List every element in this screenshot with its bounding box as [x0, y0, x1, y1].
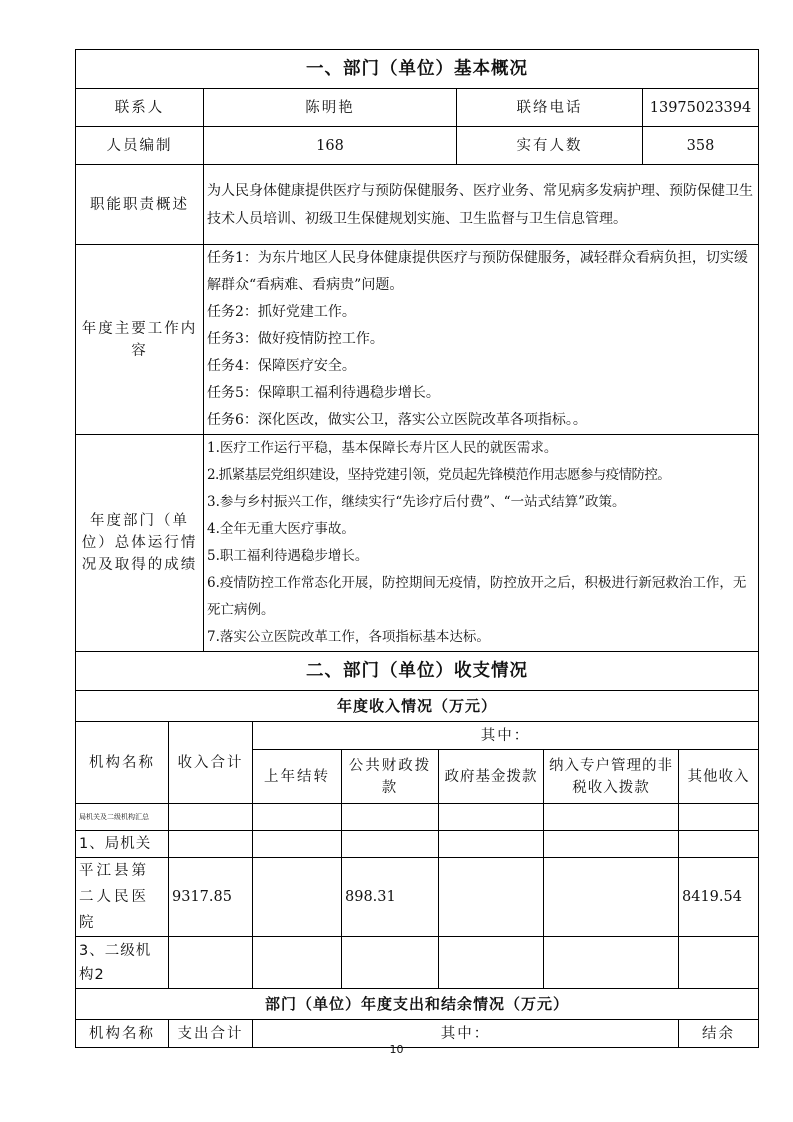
row-summary-total: [169, 804, 253, 831]
col-org-header: 机构名称: [76, 722, 169, 804]
duty-text: 为人民身体健康提供医疗与预防保健服务、医疗业务、常见病多发病护理、预防保健卫生技术人员培训、初级卫生保健规划实施、卫生监督与卫生信息管理。: [204, 165, 759, 245]
row-bureau-name: 1、局机关: [76, 831, 169, 858]
phone-label: 联络电话: [457, 89, 643, 127]
row-bureau-total: [169, 831, 253, 858]
exp-col-among-header: 其中：: [253, 1020, 679, 1048]
row-summary-nontax: [544, 804, 679, 831]
row-org2-carryover: [253, 937, 342, 989]
row-org2-name: 3、二级机构2: [76, 937, 169, 989]
work-item: 任务6：深化医改，做实公卫，落实公立医院改革各项指标。。: [207, 412, 587, 428]
staff-value: 168: [204, 127, 457, 165]
result-label: 年度部门（单位）总体运行情况及取得的成绩: [76, 435, 204, 652]
row-org2-fiscal: [342, 937, 439, 989]
exp-col-balance-header: 结余: [679, 1020, 759, 1048]
row-summary-carryover: [253, 804, 342, 831]
row-bureau-fiscal: [342, 831, 439, 858]
contact-value: 陈明艳: [204, 89, 457, 127]
work-list: [204, 245, 759, 435]
section1-title: 一、部门（单位）基本概况: [76, 50, 759, 89]
work-item: 任务2：抓好党建工作。: [207, 304, 356, 320]
col-carryover-header: 上年结转: [253, 750, 342, 804]
col-fund-header: 政府基金拨款: [439, 750, 544, 804]
row-hospital-other: 8419.54: [679, 858, 759, 937]
exp-col-total-header: 支出合计: [169, 1020, 253, 1048]
section2-title: 二、部门（单位）收支情况: [76, 652, 759, 691]
actual-value: 358: [643, 127, 759, 165]
result-item: 4.全年无重大医疗事故。: [207, 521, 355, 537]
col-other-header: 其他收入: [679, 750, 759, 804]
row-org2-nontax: [544, 937, 679, 989]
row-hospital-nontax: [544, 858, 679, 937]
row-bureau-nontax: [544, 831, 679, 858]
work-item: 任务3：做好疫情防控工作。: [207, 331, 384, 347]
row-hospital-fiscal: 898.31: [342, 858, 439, 937]
row-summary-fiscal: [342, 804, 439, 831]
col-among-header: 其中：: [253, 722, 759, 750]
row-org2-total: [169, 937, 253, 989]
work-item: 任务5：保障职工福利待遇稳步增长。: [207, 385, 440, 401]
result-item: 1.医疗工作运行平稳，基本保障长寿片区人民的就医需求。: [207, 440, 558, 456]
result-item: 6.疫情防控工作常态化开展，防控期间无疫情，防控放开之后，积极进行新冠救治工作，无死亡病例。: [207, 575, 747, 618]
row-summary-other: [679, 804, 759, 831]
row-hospital-fund: [439, 858, 544, 937]
result-item: 3.参与乡村振兴工作，继续实行“先诊疗后付费”、“一站式结算”政策。: [207, 494, 626, 510]
basic-info-table: [75, 49, 759, 691]
row-bureau-fund: [439, 831, 544, 858]
row-bureau-other: [679, 831, 759, 858]
row-summary-fund: [439, 804, 544, 831]
row-summary-name: 局机关及二级机构汇总: [76, 804, 169, 831]
expense-table: [75, 988, 759, 1048]
duty-label: 职能职责概述: [76, 165, 204, 245]
col-total-header: 收入合计: [169, 722, 253, 804]
row-org2-other: [679, 937, 759, 989]
contact-label: 联系人: [76, 89, 204, 127]
phone-value: 13975023394: [643, 89, 759, 127]
work-label: 年度主要工作内容: [76, 245, 204, 435]
expense-title: 部门（单位）年度支出和结余情况（万元）: [76, 989, 759, 1020]
staff-label: 人员编制: [76, 127, 204, 165]
row-hospital-carryover: [253, 858, 342, 937]
row-bureau-carryover: [253, 831, 342, 858]
work-item: 任务4：保障医疗安全。: [207, 358, 356, 374]
page-number: 10: [389, 1043, 404, 1056]
income-table: [75, 690, 759, 989]
row-org2-fund: [439, 937, 544, 989]
income-title: 年度收入情况（万元）: [76, 691, 759, 722]
row-hospital-name: 平江县第二人民医院: [76, 858, 169, 937]
result-item: 7.落实公立医院改革工作，各项指标基本达标。: [207, 629, 490, 645]
result-item: 2.抓紧基层党组织建设，坚持党建引领，党员起先锋模范作用志愿参与疫情防控。: [207, 467, 671, 483]
work-item: 任务1：为东片地区人民身体健康提供医疗与预防保健服务，减轻群众看病负担，切实缓解群众“看病难、看病贵”问题。: [207, 250, 748, 293]
col-fiscal-header: 公共财政拨款: [342, 750, 439, 804]
result-item: 5.职工福利待遇稳步增长。: [207, 548, 369, 564]
document-page: [75, 49, 758, 1048]
result-list: [204, 435, 759, 652]
row-hospital-total: 9317.85: [169, 858, 253, 937]
exp-col-org-header: 机构名称: [76, 1020, 169, 1048]
actual-label: 实有人数: [457, 127, 643, 165]
col-nontax-header: 纳入专户管理的非税收入拨款: [544, 750, 679, 804]
